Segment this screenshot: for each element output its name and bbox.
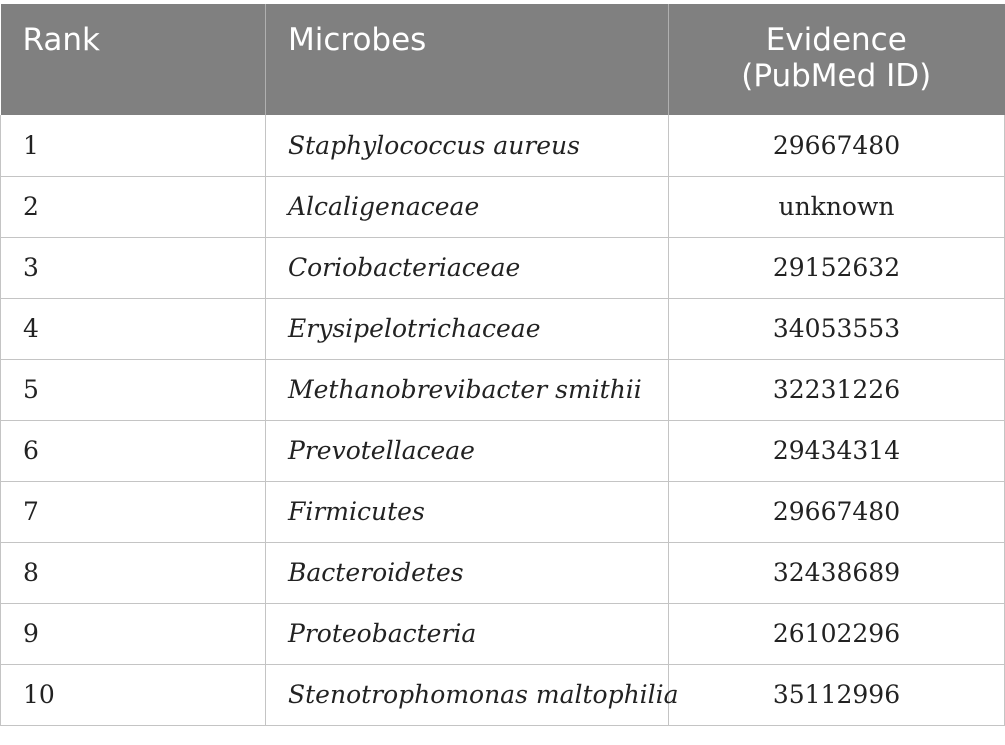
header-microbes-label: Microbes [288, 22, 427, 58]
header-rank-label: Rank [22, 22, 100, 58]
header-evidence [669, 4, 1005, 115]
evidence-cell: 29667480 [669, 481, 1005, 542]
rank-cell: 7 [1, 481, 266, 542]
microbe-cell: Prevotellaceae [266, 420, 669, 481]
rank-cell: 1 [1, 115, 266, 176]
evidence-cell: 35112996 [669, 664, 1005, 725]
header-rank [1, 4, 266, 115]
table-row [1, 542, 1005, 603]
evidence-cell: 34053553 [669, 298, 1005, 359]
microbe-ranking-table [0, 4, 1005, 726]
rank-cell: 3 [1, 237, 266, 298]
header-row [1, 4, 1005, 115]
header-microbes [266, 4, 669, 115]
microbe-cell: Firmicutes [266, 481, 669, 542]
table-row [1, 664, 1005, 725]
evidence-cell: 26102296 [669, 603, 1005, 664]
microbe-cell: Methanobrevibacter smithii [266, 359, 669, 420]
microbe-cell: Alcaligenaceae [266, 176, 669, 237]
table-row [1, 481, 1005, 542]
evidence-cell: 29152632 [669, 237, 1005, 298]
evidence-cell: 29667480 [669, 115, 1005, 176]
microbe-cell: Stenotrophomonas maltophilia [266, 664, 669, 725]
rank-cell: 10 [1, 664, 266, 725]
rank-cell: 4 [1, 298, 266, 359]
evidence-cell: unknown [669, 176, 1005, 237]
table-row [1, 298, 1005, 359]
header-evidence-label-line1: Evidence [765, 22, 907, 58]
evidence-cell: 32231226 [669, 359, 1005, 420]
microbe-cell: Bacteroidetes [266, 542, 669, 603]
table-row [1, 237, 1005, 298]
rank-cell: 9 [1, 603, 266, 664]
table-body [1, 115, 1005, 725]
table-row [1, 176, 1005, 237]
table-row [1, 359, 1005, 420]
header-evidence-label-line2: (PubMed ID) [741, 58, 932, 94]
rank-cell: 5 [1, 359, 266, 420]
table-row [1, 115, 1005, 176]
rank-cell: 2 [1, 176, 266, 237]
microbe-cell: Coriobacteriaceae [266, 237, 669, 298]
table-row [1, 603, 1005, 664]
table-header [1, 4, 1005, 115]
rank-cell: 6 [1, 420, 266, 481]
microbe-cell: Erysipelotrichaceae [266, 298, 669, 359]
microbe-cell: Proteobacteria [266, 603, 669, 664]
microbe-cell: Staphylococcus aureus [266, 115, 669, 176]
evidence-cell: 32438689 [669, 542, 1005, 603]
evidence-cell: 29434314 [669, 420, 1005, 481]
table-row [1, 420, 1005, 481]
rank-cell: 8 [1, 542, 266, 603]
